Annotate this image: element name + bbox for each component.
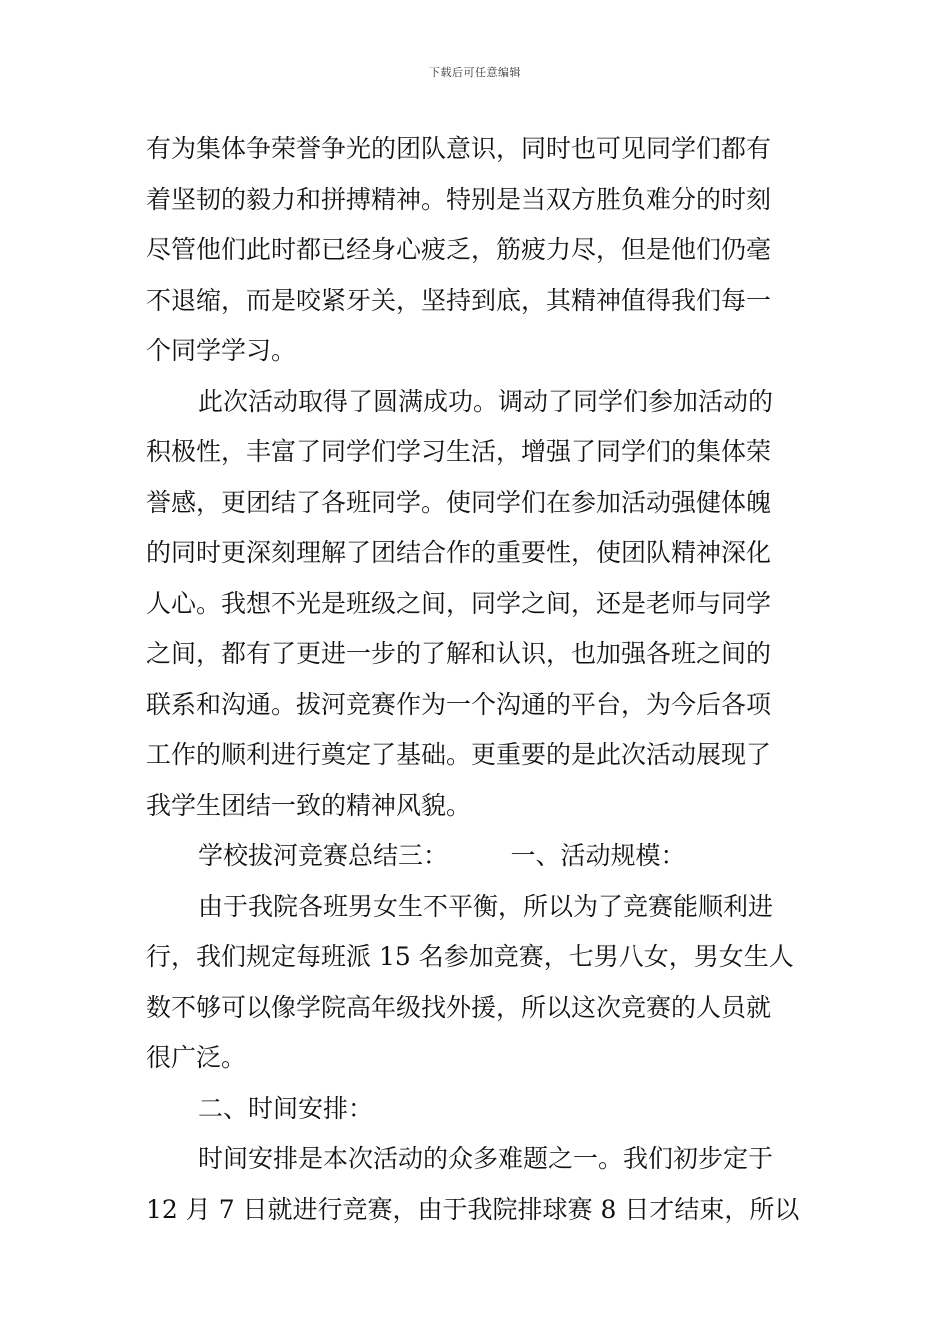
text-line: 12 月 7 日就进行竞赛，由于我院排球赛 8 日才结束，所以 <box>146 1194 800 1224</box>
text-line: 不退缩，而是咬紧牙关，坚持到底，其精神值得我们每一 <box>146 285 772 315</box>
text-line: 有为集体争荣誉争光的团队意识，同时也可见同学们都有 <box>146 134 772 163</box>
text-line: 人心。我想不光是班级之间，同学之间，还是老师与同学 <box>146 588 772 618</box>
text-line: 之间，都有了更进一步的了解和认识，也加强各班之间的 <box>146 639 772 668</box>
text-line: 尽管他们此时都已经身心疲乏，筋疲力尽，但是他们仍毫 <box>146 235 772 264</box>
text-line: 很广泛。 <box>146 1043 247 1072</box>
paragraph-start-line: 由于我院各班男女生不平衡，所以为了竞赛能顺利进 <box>198 891 774 921</box>
section-heading-line: 学校拔河竞赛总结三： 一、活动规模： <box>198 841 686 870</box>
paragraph-start-line: 此次活动取得了圆满成功。调动了同学们参加活动的 <box>198 386 774 416</box>
text-line: 数不够可以像学院高年级找外援，所以这次竞赛的人员就 <box>146 992 772 1022</box>
text-line: 的同时更深刻理解了团结合作的重要性，使团队精神深化 <box>146 538 772 567</box>
document-body <box>146 124 816 1235</box>
text-line: 行，我们规定每班派 15 名参加竞赛，七男八女，男女生人 <box>146 942 794 971</box>
text-line: 积极性，丰富了同学们学习生活，增强了同学们的集体荣 <box>146 437 772 466</box>
text-line: 联系和沟通。拔河竞赛作为一个沟通的平台，为今后各项 <box>146 689 772 719</box>
section-heading-line: 二、时间安排： <box>198 1093 374 1123</box>
page-header: 下载后可任意编辑 <box>429 66 521 79</box>
text-line: 着坚韧的毅力和拼搏精神。特别是当双方胜负难分的时刻 <box>146 184 772 214</box>
text-line: 我学生团结一致的精神风貌。 <box>146 790 472 820</box>
text-line: 工作的顺利进行奠定了基础。更重要的是此次活动展现了 <box>146 740 772 769</box>
text-line: 誉感，更团结了各班同学。使同学们在参加活动强健体魄 <box>146 487 772 517</box>
text-line: 个同学学习。 <box>146 336 297 365</box>
paragraph-start-line: 时间安排是本次活动的众多难题之一。我们初步定于 <box>198 1144 774 1173</box>
